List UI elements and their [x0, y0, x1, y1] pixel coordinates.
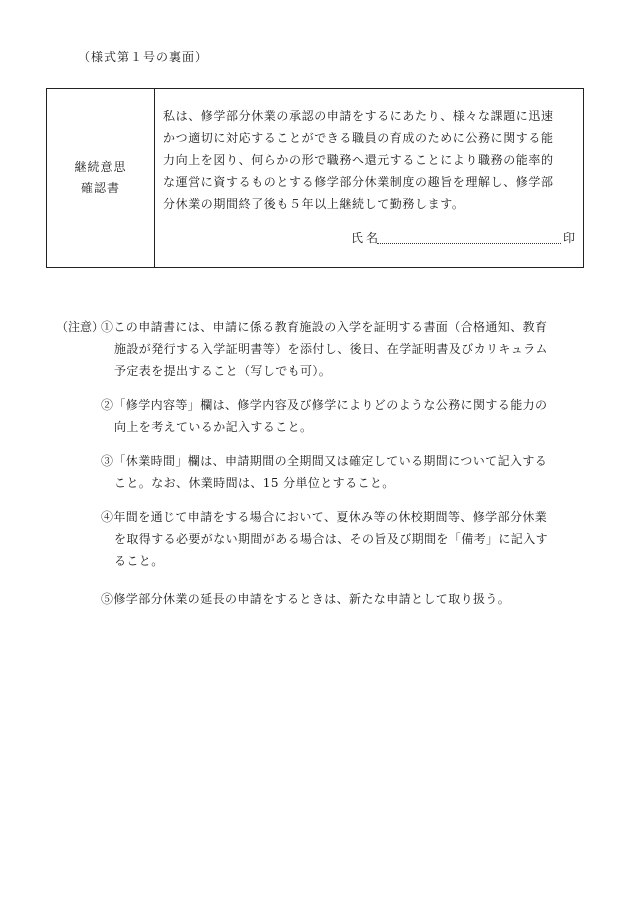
- note-2-line: ②「修学内容等」欄は、修学内容及び修学によりどのような公務に関する能力の: [101, 398, 548, 412]
- signature-field: [351, 229, 575, 247]
- note-4-line: を取得する必要がない期間がある場合は、その旨及び期間を「備考」に記入す: [114, 532, 549, 546]
- signature-label: 氏名: [351, 231, 382, 245]
- declaration-body: [155, 89, 583, 267]
- note-1-line: 施設が発行する入学証明書等）を添付し、後日、在学証明書及びカリキュラム: [114, 342, 548, 356]
- note-1-line: ①この申請書には、申請に係る教育施設の入学を証明する書面（合格通知、教育: [101, 320, 548, 334]
- declaration-text-line: 力向上を図り、何らかの形で職務へ還元することにより職務の能率的: [163, 153, 554, 167]
- declaration-heading-line: 継続意思: [74, 160, 127, 174]
- note-3-line: ③「休業時間」欄は、申請期間の全期間又は確定している期間について記入する: [101, 454, 548, 468]
- note-4-line: ること。: [114, 554, 164, 568]
- declaration-text-line: な運営に資するものとする修学部分休業制度の趣旨を理解し、修学部: [163, 175, 554, 189]
- note-1-line: 予定表を提出すること（写しでも可）。: [114, 364, 332, 378]
- declaration-text-line: 分休業の期間終了後も５年以上継続して勤務します。: [163, 197, 465, 211]
- note-2-line: 向上を考えているか記入すること。: [114, 420, 313, 434]
- declaration-table: [46, 88, 584, 268]
- note-4-line: ④年間を通じて申請をする場合において、夏休み等の休校期間等、修学部分休業: [101, 510, 548, 524]
- notes-tag: （注意）: [56, 320, 105, 334]
- note-5-line: ⑤修学部分休業の延長の申請をするときは、新たな申請として取り扱う。: [101, 592, 511, 606]
- declaration-heading-line: 確認書: [80, 181, 120, 195]
- declaration-heading: [47, 89, 155, 267]
- signature-line: [377, 243, 561, 244]
- declaration-text-line: 私は、修学部分休業の承認の申請をするにあたり、様々な課題に迅速: [163, 109, 554, 123]
- declaration-text-line: かつ適切に対応することができる職員の育成のために公務に関する能: [163, 131, 554, 145]
- note-3-line: こと。なお、休業時間は、15 分単位とすること。: [114, 476, 395, 490]
- form-label: （様式第１号の裏面）: [78, 50, 209, 64]
- seal-label: 印: [562, 231, 575, 245]
